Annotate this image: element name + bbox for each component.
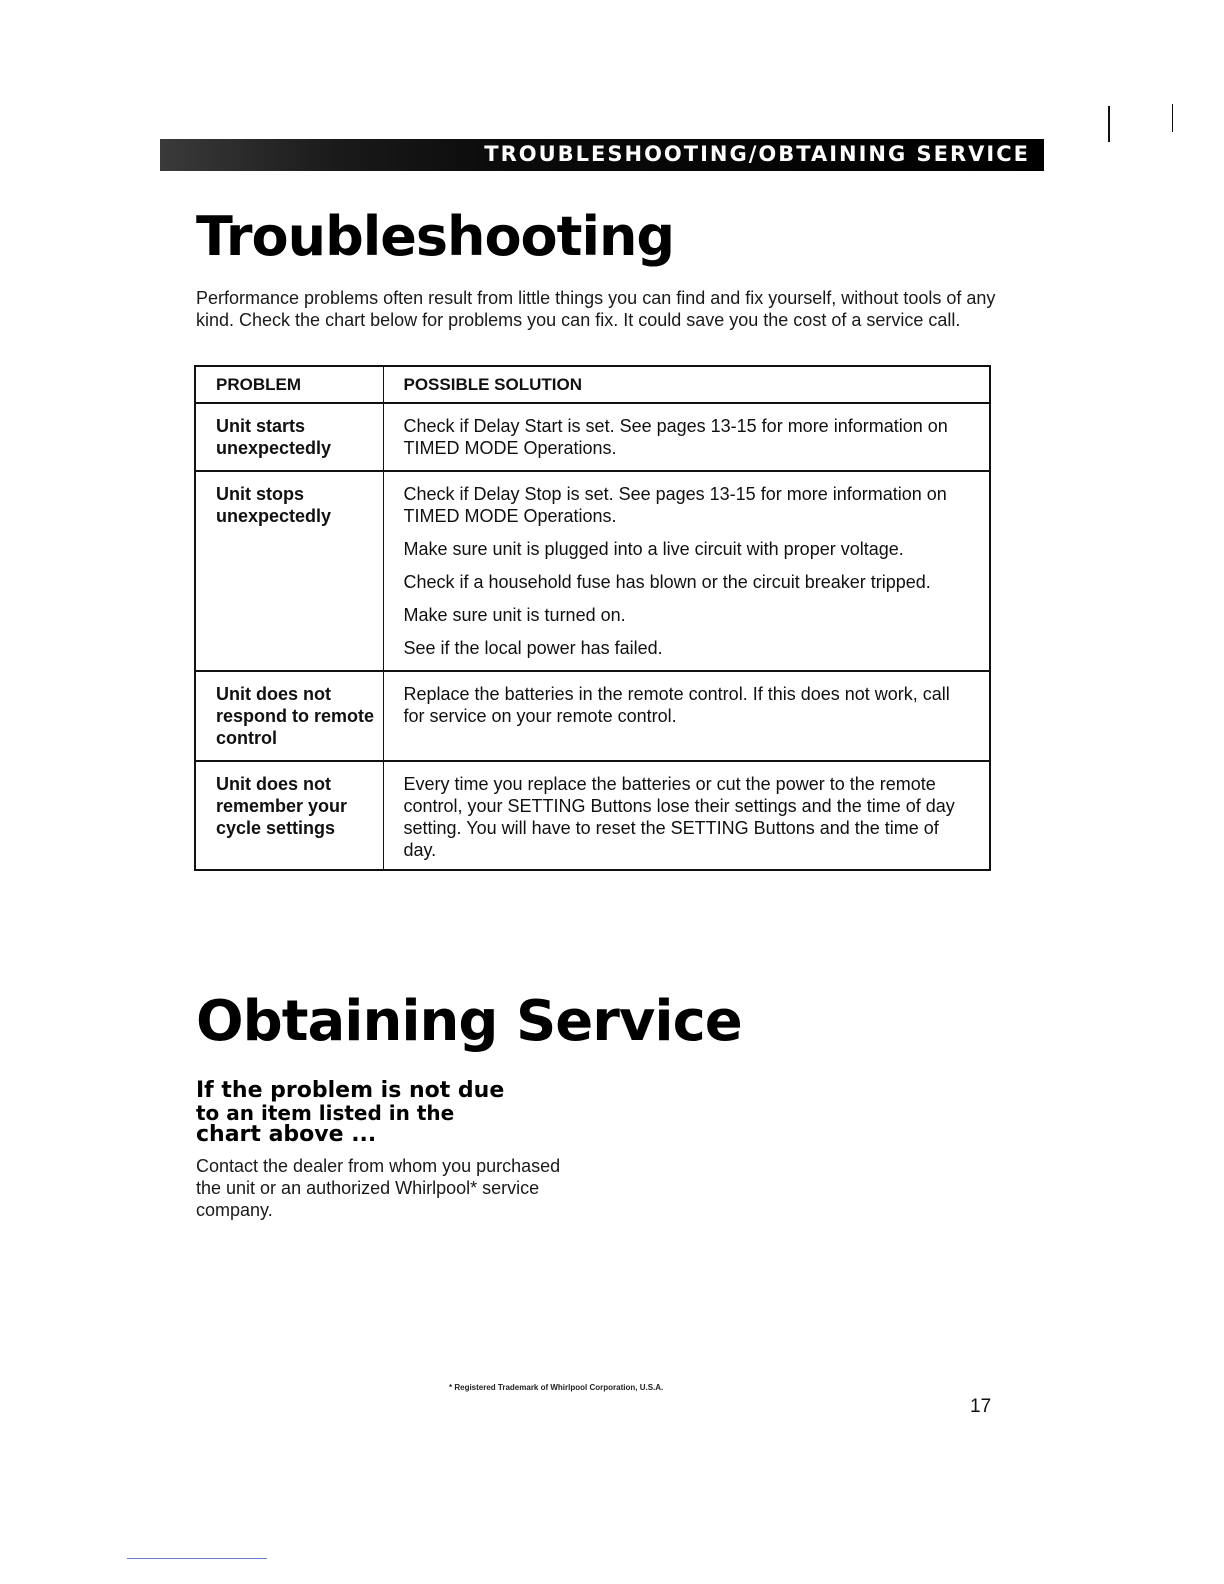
troubleshooting-table <box>194 365 991 871</box>
problem-cell <box>195 471 383 671</box>
subhead-line: chart above ... <box>196 1122 377 1147</box>
problem-text: Unit does not respond to remote control <box>216 684 375 748</box>
troubleshooting-title: Troubleshooting <box>196 205 675 268</box>
solution-cell <box>383 403 990 471</box>
problem-text: Unit stops unexpectedly <box>216 484 332 526</box>
section-banner <box>160 139 1044 171</box>
solution-text: See if the local power has failed. <box>403 638 663 658</box>
subhead-line: If the problem is not due <box>196 1078 505 1103</box>
trademark-footnote: * Registered Trademark of Whirlpool Corporation, U.S.A. <box>449 1383 664 1392</box>
solution-cell <box>383 471 990 671</box>
solution-text: Check if a household fuse has blown or the circuit breaker tripped. <box>403 572 931 592</box>
bottom-rule <box>127 1558 267 1559</box>
problem-cell <box>195 671 383 761</box>
solution-cell <box>383 761 990 870</box>
solution-text: Check if Delay Start is set. See pages 13-15 for more information on TIMED MODE Operations. <box>403 416 948 458</box>
banner-text: TROUBLESHOOTING/OBTAINING SERVICE <box>484 142 1030 166</box>
obtaining-service-title: Obtaining Service <box>196 989 742 1054</box>
table-header-row <box>195 366 990 403</box>
edge-mark-right <box>1172 104 1173 132</box>
solution-text: Make sure unit is turned on. <box>403 605 626 625</box>
service-body: Contact the dealer from whom you purchased the unit or an authorized Whirlpool* service company. <box>196 1156 561 1220</box>
header-problem: PROBLEM <box>195 366 383 403</box>
problem-text: Unit starts unexpectedly <box>216 416 332 458</box>
solution-text: Check if Delay Stop is set. See pages 13-15 for more information on TIMED MODE Operations. <box>403 484 947 526</box>
troubleshooting-intro: Performance problems often result from little things you can find and fix yourself, without tools of any kind. Check the chart below for problems you can fix. It could save you the cost of a service call. <box>196 288 996 330</box>
table-row <box>195 403 990 471</box>
table-row <box>195 761 990 870</box>
subhead-line: to an item listed in the <box>196 1101 455 1125</box>
page-number: 17 <box>970 1396 992 1417</box>
service-subheading <box>196 1080 504 1146</box>
table-row <box>195 471 990 671</box>
solution-text: Make sure unit is plugged into a live circuit with proper voltage. <box>403 539 904 559</box>
solution-text: Every time you replace the batteries or cut the power to the remote control, your SETTING Buttons lose their settings and the time of day setting. You will have to reset the SETTING Buttons and the time of day. <box>403 774 955 860</box>
table-row <box>195 671 990 761</box>
problem-text: Unit does not remember your cycle settings <box>216 774 348 838</box>
header-solution: POSSIBLE SOLUTION <box>383 366 990 403</box>
problem-cell <box>195 403 383 471</box>
edge-mark-left <box>1108 106 1110 142</box>
solution-cell <box>383 671 990 761</box>
problem-cell <box>195 761 383 870</box>
solution-text: Replace the batteries in the remote control. If this does not work, call for service on your remote control. <box>403 684 950 726</box>
